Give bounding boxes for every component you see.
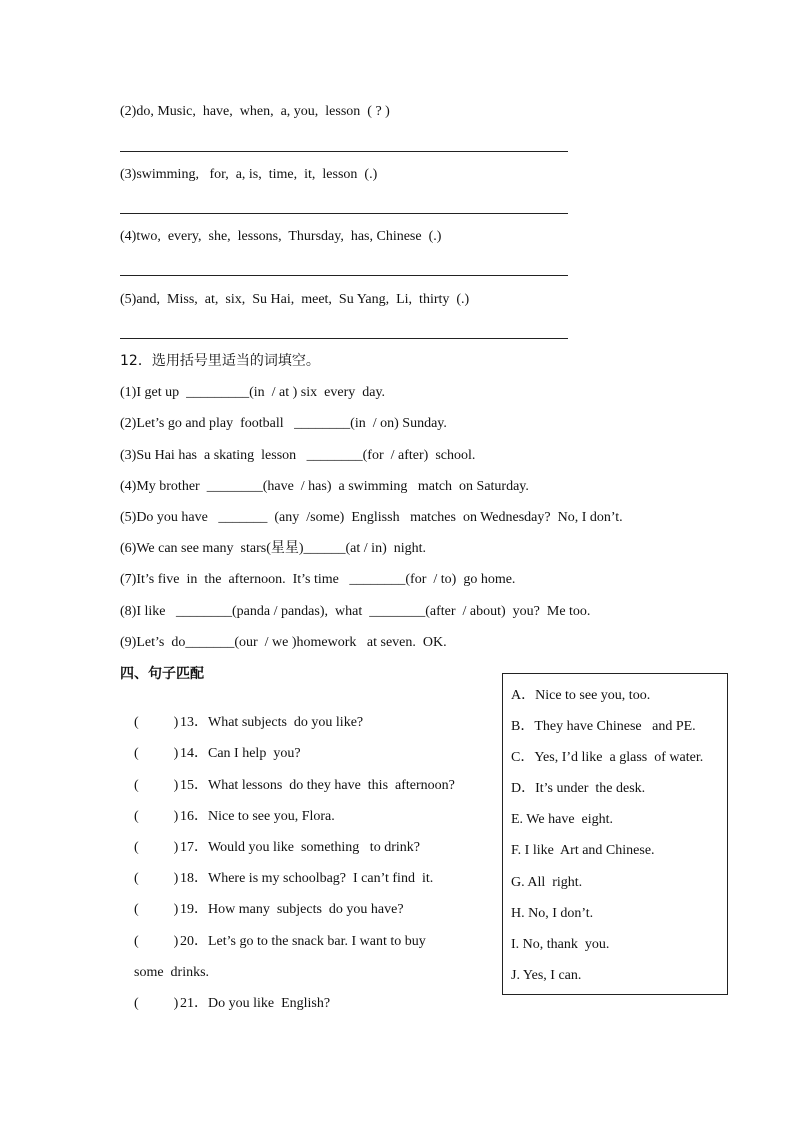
question-text: 21．Do you like English? <box>180 996 331 1011</box>
answer-blank[interactable]: ( ) <box>134 840 179 855</box>
option-j: J. Yes, I can. <box>511 968 582 983</box>
question-text: 18．Where is my schoolbag? I can’t find it. <box>180 871 434 886</box>
fill-item-8: (8)I like ________(panda / pandas), what ________(after / about) you? Me too. <box>120 604 591 619</box>
question-text: 19．How many subjects do you have? <box>180 902 404 917</box>
option-d: D．It’s under the desk. <box>511 781 646 796</box>
option-b: B．They have Chinese and PE. <box>511 719 696 734</box>
question-text: 13．What subjects do you like? <box>180 715 364 730</box>
answer-blank[interactable]: ( ) <box>134 871 179 886</box>
option-e: E. We have eight. <box>511 812 614 827</box>
match-question-21 <box>120 977 330 1031</box>
reorder-item-3: (3)swimming, for, a, is, time, it, lesson (.) <box>120 167 378 182</box>
answer-blank[interactable]: ( ) <box>134 934 179 949</box>
fill-item-5: (5)Do you have _______ (any /some) Englissh matches on Wednesday? No, I don’t. <box>120 510 623 525</box>
fill-item-6: (6)We can see many stars(星星)______(at / in) night. <box>120 541 427 556</box>
answer-line-2[interactable] <box>120 151 568 152</box>
answer-blank[interactable]: ( ) <box>134 996 179 1011</box>
option-f: F. I like Art and Chinese. <box>511 843 655 858</box>
option-h: H. No, I don’t. <box>511 906 594 921</box>
question-text: some drinks. <box>134 965 210 980</box>
option-i: I. No, thank you. <box>511 937 610 952</box>
fill-item-9: (9)Let’s do_______(our / we )homework at seven. OK. <box>120 635 447 650</box>
section-12-title: 12．选用括号里适当的词填空。 <box>120 353 320 369</box>
fill-item-1: (1)I get up _________(in / at ) six every day. <box>120 385 386 400</box>
question-text: 16．Nice to see you, Flora. <box>180 809 335 824</box>
answer-line-4[interactable] <box>120 275 568 276</box>
answer-blank[interactable]: ( ) <box>134 809 179 824</box>
option-c: C．Yes, I’d like a glass of water. <box>511 750 704 765</box>
answer-options-box <box>502 673 728 995</box>
fill-item-3: (3)Su Hai has a skating lesson ________(for / after) school. <box>120 448 476 463</box>
option-a: A．Nice to see you, too. <box>511 688 651 703</box>
question-text: 14．Can I help you? <box>180 746 301 761</box>
answer-blank[interactable]: ( ) <box>134 715 179 730</box>
question-text: 17．Would you like something to drink? <box>180 840 420 855</box>
fill-item-7: (7)It’s five in the afternoon. It’s time ________(for / to) go home. <box>120 572 516 587</box>
option-g: G. All right. <box>511 875 583 890</box>
answer-line-3[interactable] <box>120 213 568 214</box>
reorder-item-2: (2)do, Music, have, when, a, you, lesson ( ? ) <box>120 104 390 119</box>
fill-item-4: (4)My brother ________(have / has) a swimming match on Saturday. <box>120 479 529 494</box>
section-4-title: 四、句子匹配 <box>120 666 204 682</box>
reorder-item-5: (5)and, Miss, at, six, Su Hai, meet, Su Yang, Li, thirty (.) <box>120 292 470 307</box>
answer-blank[interactable]: ( ) <box>134 902 179 917</box>
answer-blank[interactable]: ( ) <box>134 778 179 793</box>
reorder-item-4: (4)two, every, she, lessons, Thursday, has, Chinese (.) <box>120 229 442 244</box>
answer-blank[interactable]: ( ) <box>134 746 179 761</box>
fill-item-2: (2)Let’s go and play football ________(in / on) Sunday. <box>120 416 447 431</box>
question-text: 20．Let’s go to the snack bar. I want to buy <box>180 934 426 949</box>
question-text: 15．What lessons do they have this afternoon? <box>180 778 455 793</box>
answer-line-5[interactable] <box>120 338 568 339</box>
